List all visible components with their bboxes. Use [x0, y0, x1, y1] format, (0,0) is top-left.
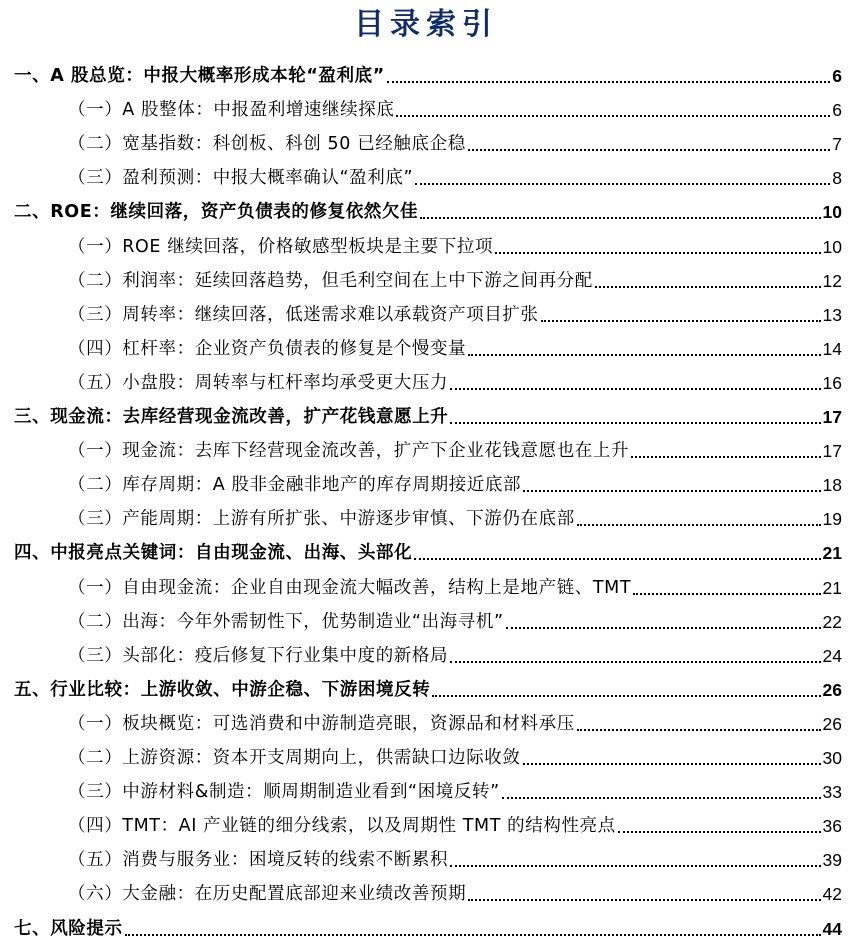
toc-entry-title: （三）周转率：继续回落，低迷需求难以承载资产项目扩张 [68, 304, 539, 325]
toc-page-number: 30 [822, 748, 842, 768]
toc-section-entry[interactable] [14, 196, 842, 224]
toc-page-number: 14 [822, 338, 842, 359]
toc-subsection-entry[interactable] [68, 299, 842, 327]
toc-subsection-entry[interactable] [68, 94, 842, 122]
toc-entry-title: （二）出海：今年外需韧性下，优势制造业“出海寻机” [68, 611, 504, 632]
toc-entry-title: （二）利润率：延续回落趋势，但毛利空间在上中下游之间再分配 [68, 270, 593, 291]
toc-entry-title: 七、风险提示 [14, 918, 123, 939]
dot-leader [420, 217, 820, 219]
dot-leader [450, 388, 820, 390]
toc-title: 目录索引 [354, 7, 498, 42]
dot-leader [577, 729, 821, 731]
toc-page-number: 26 [822, 679, 842, 700]
toc-page-number: 18 [822, 475, 842, 496]
dot-leader [633, 593, 820, 595]
toc-entry-title: （二）库存周期：A 股非金融非地产的库存周期接近底部 [68, 475, 522, 496]
dot-leader [506, 627, 821, 629]
toc-entry-title: 三、现金流：去库经营现金流改善，扩产花钱意愿上升 [14, 407, 449, 427]
dot-leader [450, 661, 820, 663]
dot-leader [450, 422, 820, 424]
dot-leader [577, 524, 821, 526]
toc-section-entry[interactable] [14, 674, 842, 702]
toc-subsection-entry[interactable] [68, 878, 842, 906]
dot-leader [125, 934, 821, 936]
toc-page-number: 44 [822, 918, 842, 939]
dot-leader [631, 456, 820, 458]
toc-page-number: 17 [822, 441, 842, 462]
toc-entry-title: （六）大金融：在历史配置底部迎来业绩改善预期 [68, 884, 467, 905]
dot-leader [432, 695, 820, 697]
toc-entry-title: （一）ROE 继续回落，价格敏感型板块是主要下拉项 [68, 236, 494, 257]
toc-subsection-entry[interactable] [68, 435, 842, 463]
dot-leader [523, 490, 820, 492]
toc-entry-title: （四）TMT：AI 产业链的细分线索，以及周期性 TMT 的结构性亮点 [68, 816, 616, 837]
toc-subsection-entry[interactable] [68, 367, 842, 395]
dot-leader [387, 81, 830, 83]
toc-page-number: 33 [822, 782, 842, 803]
toc-entry-title: （一）A 股整体：中报盈利增速继续探底 [68, 100, 395, 121]
toc-page-number: 36 [822, 816, 842, 837]
toc-page-number: 17 [822, 407, 842, 427]
toc-page-number: 10 [822, 236, 842, 257]
toc-page-number: 42 [822, 884, 842, 905]
toc-entry-title: （一）现金流：去库下经营现金流改善，扩产下企业花钱意愿也在上升 [68, 441, 630, 462]
toc-section-entry[interactable] [14, 913, 842, 941]
toc-entry-title: （二）上游资源：资本开支周期向上，供需缺口边际收敛 [68, 748, 521, 768]
toc-entry-title: （五）消费与服务业：困境反转的线索不断累积 [68, 850, 449, 871]
toc-subsection-entry[interactable] [68, 162, 842, 190]
dot-leader [618, 831, 821, 833]
dot-leader [468, 354, 820, 356]
toc-entry-title: （一）板块概览：可选消费和中游制造亮眼，资源品和材料承压 [68, 713, 575, 734]
toc-page-number: 6 [832, 100, 842, 121]
toc-page-number: 6 [832, 66, 842, 86]
dot-leader [523, 763, 821, 765]
toc-subsection-entry[interactable] [68, 776, 842, 804]
toc-page-number: 24 [822, 645, 842, 666]
toc-page-number: 7 [832, 134, 842, 155]
toc-page-number: 26 [822, 713, 842, 734]
toc-subsection-entry[interactable] [68, 810, 842, 838]
toc-page-number: 22 [822, 611, 842, 632]
toc-subsection-entry[interactable] [68, 844, 842, 872]
toc-subsection-entry[interactable] [68, 128, 842, 156]
toc-page-number: 10 [822, 202, 842, 223]
toc-entry-title: 二、ROE：继续回落，资产负债表的修复依然欠佳 [14, 202, 419, 223]
toc-entry-title: 四、中报亮点关键词：自由现金流、出海、头部化 [14, 543, 413, 564]
toc-subsection-entry[interactable] [68, 640, 842, 668]
dot-leader [495, 252, 820, 254]
dot-leader [468, 149, 830, 151]
toc-section-entry[interactable] [14, 401, 842, 429]
toc-page-number: 19 [822, 509, 842, 530]
toc-page-number: 21 [822, 577, 842, 598]
toc-subsection-entry[interactable] [68, 572, 842, 600]
toc-page-number: 13 [822, 304, 842, 325]
toc-entry-title: （四）杠杆率：企业资产负债表的修复是个慢变量 [68, 338, 467, 359]
toc-page-number: 21 [822, 543, 842, 564]
toc-section-entry[interactable] [14, 60, 842, 88]
toc-section-entry[interactable] [14, 537, 842, 565]
toc-entry-title: （五）小盘股：周转率与杠杆率均承受更大压力 [68, 372, 449, 393]
toc-subsection-entry[interactable] [68, 231, 842, 259]
dot-leader [450, 865, 820, 867]
dot-leader [468, 899, 820, 901]
toc-page-number: 39 [822, 850, 842, 871]
toc-subsection-entry[interactable] [68, 606, 842, 634]
toc-entry-title: （三）头部化：疫后修复下行业集中度的新格局 [68, 645, 449, 666]
dot-leader [541, 320, 821, 322]
toc-subsection-entry[interactable] [68, 333, 842, 361]
dot-leader [415, 183, 830, 185]
toc-entry-title: 一、A 股总览：中报大概率形成本轮“盈利底” [14, 66, 385, 86]
toc-entry-title: （三）产能周期：上游有所扩张、中游逐步审慎、下游仍在底部 [68, 509, 575, 530]
toc-subsection-entry[interactable] [68, 503, 842, 531]
toc-entry-title: （一）自由现金流：企业自由现金流大幅改善，结构上是地产链、TMT [68, 577, 632, 598]
toc-entry-title: （二）宽基指数：科创板、科创 50 已经触底企稳 [68, 134, 466, 155]
toc-entry-title: （三）盈利预测：中报大概率确认“盈利底” [68, 168, 414, 189]
toc-page-number: 16 [822, 372, 842, 393]
dot-leader [595, 286, 821, 288]
toc-subsection-entry[interactable] [68, 469, 842, 497]
dot-leader [396, 115, 830, 117]
toc-subsection-entry[interactable] [68, 742, 842, 770]
toc-entry-title: 五、行业比较：上游收敛、中游企稳、下游困境反转 [14, 679, 431, 700]
toc-subsection-entry[interactable] [68, 265, 842, 293]
toc-subsection-entry[interactable] [68, 708, 842, 736]
toc-page-number: 12 [822, 270, 842, 291]
dot-leader [502, 797, 821, 799]
toc-entry-title: （三）中游材料&制造：顺周期制造业看到“困境反转” [68, 782, 500, 803]
dot-leader [414, 558, 820, 560]
toc-page-number: 8 [832, 168, 842, 189]
